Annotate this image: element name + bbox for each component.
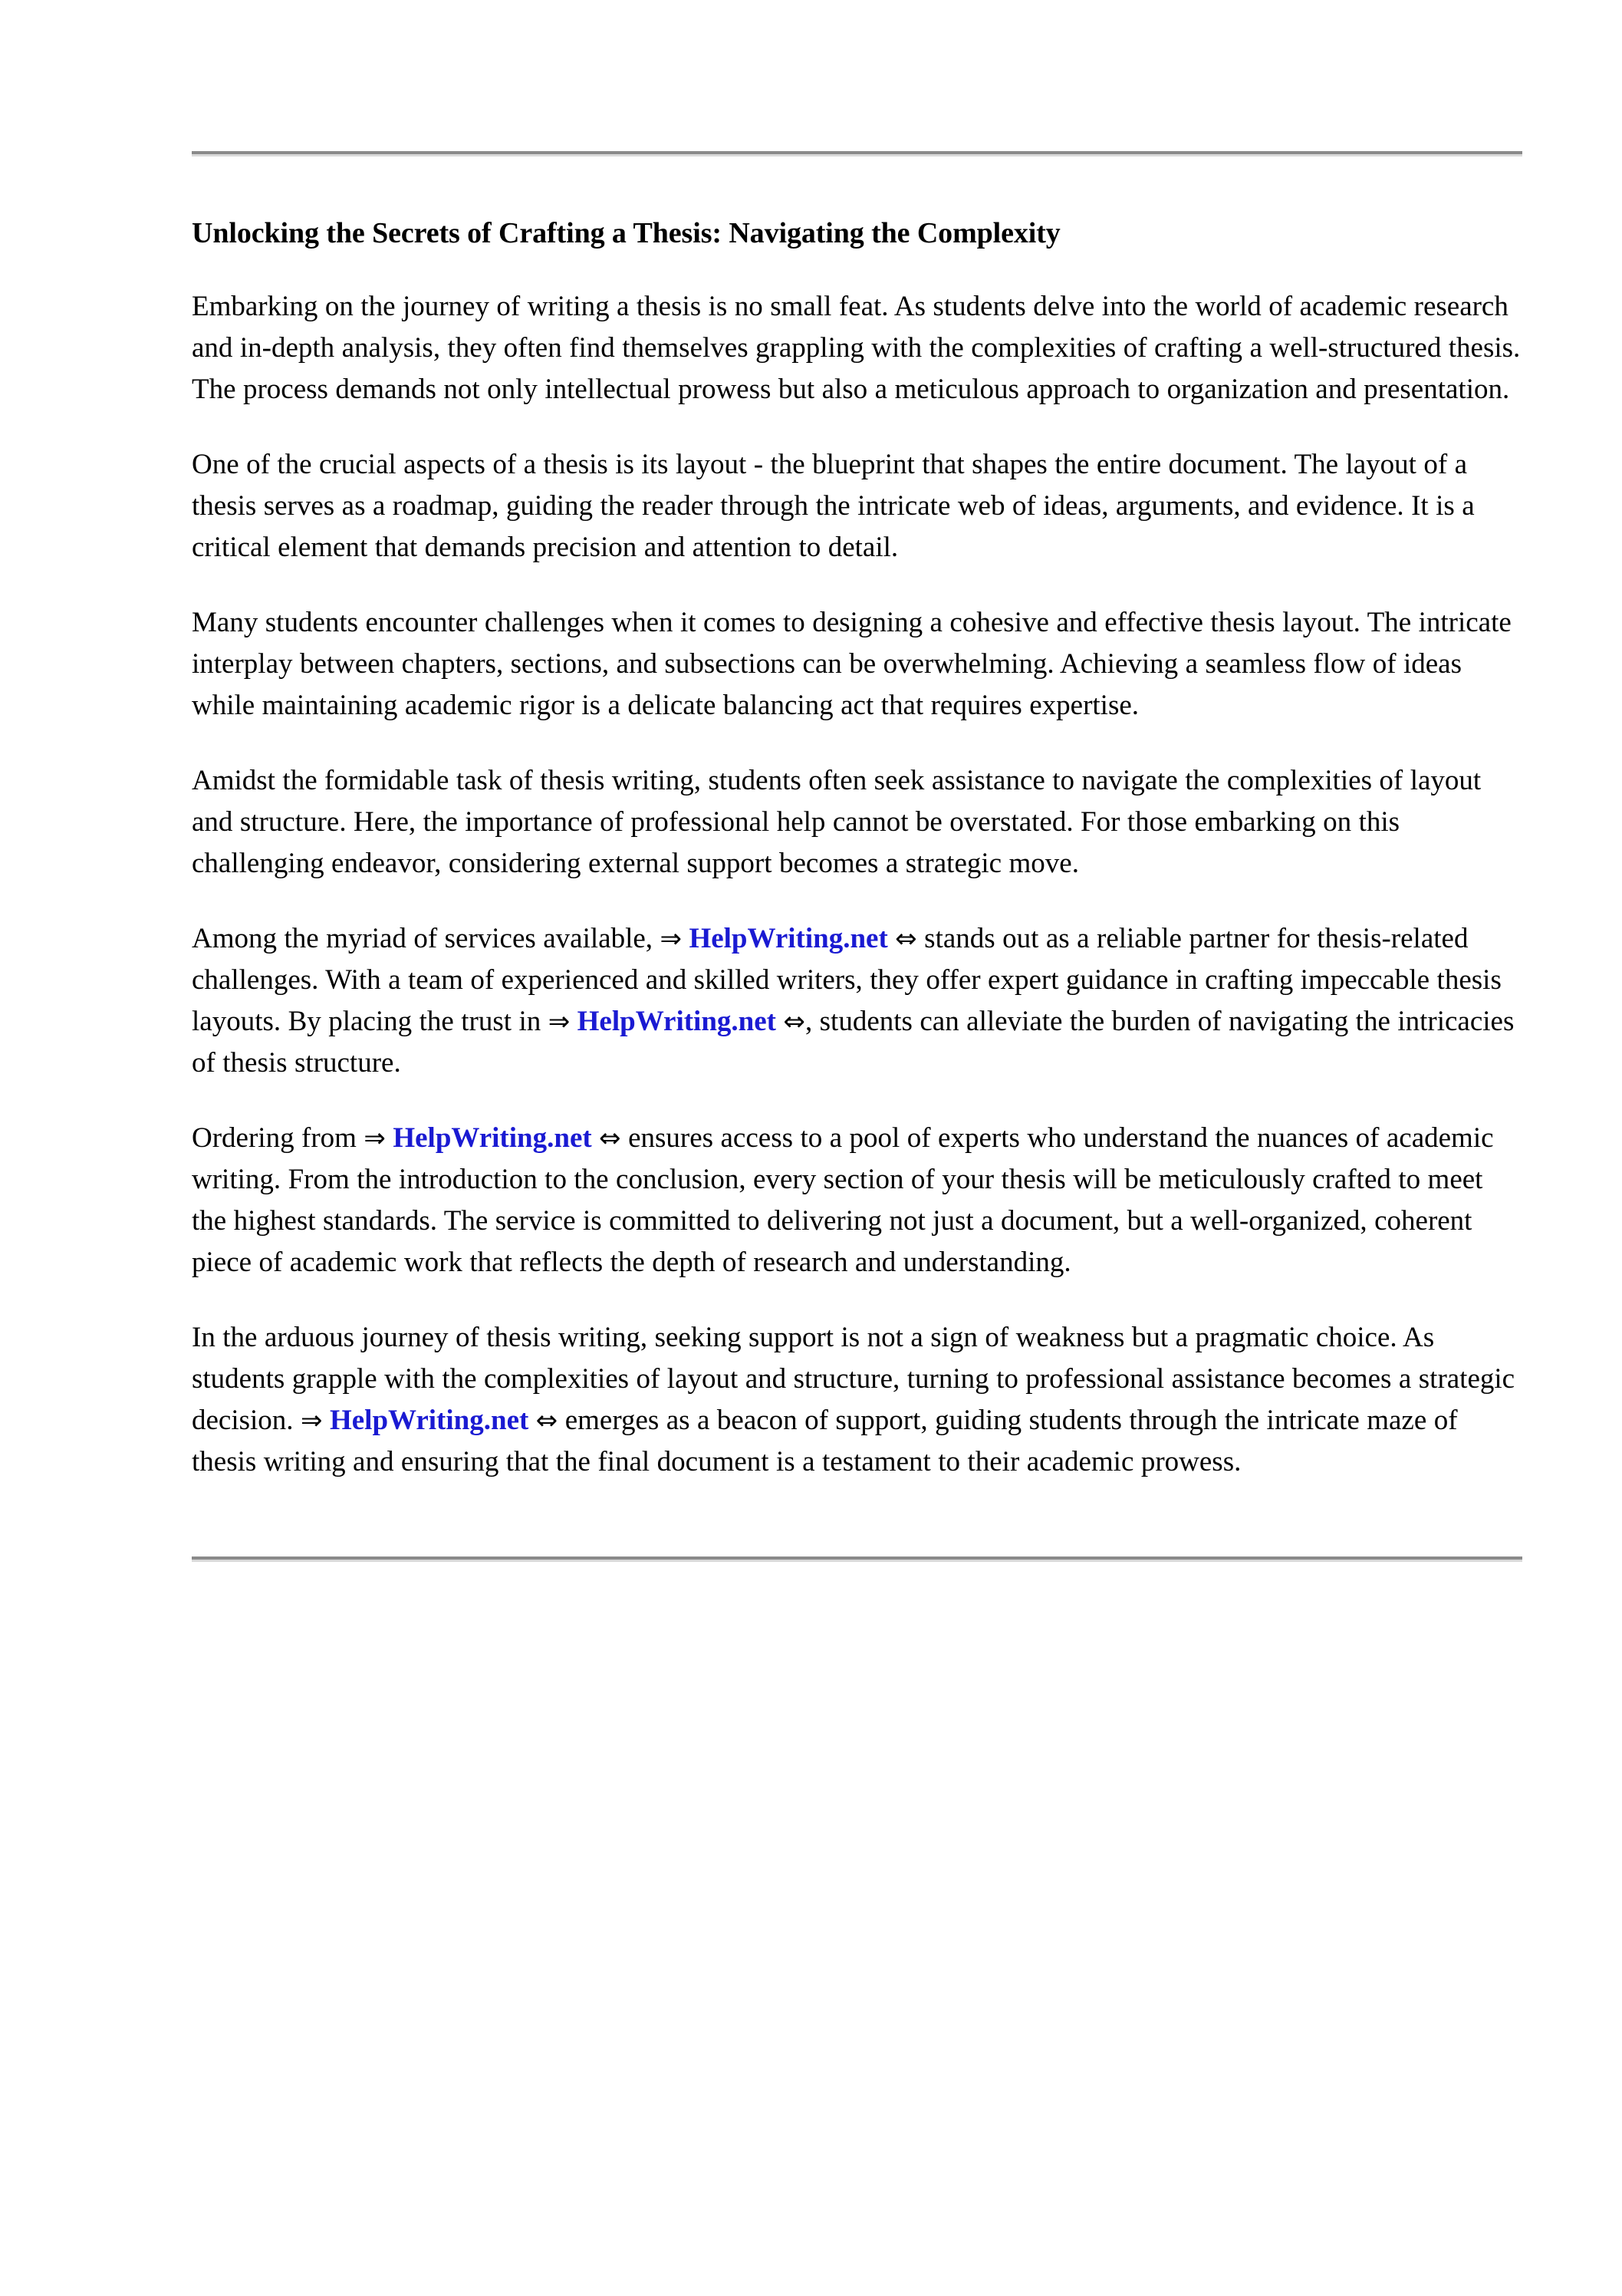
paragraph-3-text: Many students encounter challenges when it comes to designing a cohesive and effective thesis layout. The intricate interplay between chapters, sections, and subsections can be overwhelming. Achieving a seamless flow of ideas while maintaining academic rigor is a delicate balancing act that requires expertise. <box>192 606 1512 721</box>
left-right-double-arrow-icon: ⇔ <box>783 1006 805 1037</box>
helpwriting-link-4[interactable]: HelpWriting.net <box>329 1404 529 1436</box>
top-horizontal-rule <box>192 151 1522 156</box>
rightwards-double-arrow-icon: ⇒ <box>548 1006 571 1037</box>
paragraph-5-text-c: , students can alleviate the burden of navigating the intricacies of thesis structure. <box>192 1005 1515 1079</box>
helpwriting-link-group-3[interactable] <box>364 1122 620 1154</box>
paragraph-7-text-b: emerges as a beacon of support, guiding students through the intricate maze of thesis writing and ensuring that the final document is a testament to their academic prowess. <box>192 1404 1458 1477</box>
paragraph-5-text-b: stands out as a reliable partner for thesis-related challenges. With a team of experienced and skilled writers, they offer expert guidance in crafting impeccable thesis layouts. By placing the trust in <box>192 922 1502 1037</box>
rightwards-double-arrow-icon: ⇒ <box>660 923 682 954</box>
paragraph-4 <box>192 760 1522 884</box>
paragraph-1-text: Embarking on the journey of writing a thesis is no small feat. As students delve into the world of academic research and in-depth analysis, they often find themselves grappling with the complexities of crafting a well-structured thesis. The process demands not only intellectual prowess but also a meticulous approach to organization and presentation. <box>192 290 1521 405</box>
page-title: Unlocking the Secrets of Crafting a Thesis: Navigating the Complexity <box>192 217 1061 249</box>
paragraph-6-text-a: Ordering from <box>192 1122 364 1154</box>
left-right-double-arrow-icon: ⇔ <box>895 923 917 954</box>
paragraph-3 <box>192 602 1522 726</box>
paragraph-5-text-a: Among the myriad of services available, <box>192 922 660 954</box>
paragraph-1 <box>192 286 1522 410</box>
left-right-double-arrow-icon: ⇔ <box>599 1122 621 1154</box>
paragraph-2 <box>192 444 1522 568</box>
document-body <box>192 0 1522 1562</box>
paragraph-4-text: Amidst the formidable task of thesis writing, students often seek assistance to navigate the complexities of layout and structure. Here, the importance of professional help cannot be overstated. For those embarking on this challenging endeavor, considering external support becomes a strategic move. <box>192 764 1482 879</box>
paragraph-6-text-b: ensures access to a pool of experts who understand the nuances of academic writing. From the introduction to the conclusion, every section of your thesis will be meticulously crafted to meet the highest standards. The service is committed to delivering not just a document, but a well-organized, coherent piece of academic work that reflects the depth of research and understanding. <box>192 1122 1494 1278</box>
paragraph-2-text: One of the crucial aspects of a thesis is its layout - the blueprint that shapes the entire document. The layout of a thesis serves as a roadmap, guiding the reader through the intricate web of ideas, arguments, and evidence. It is a critical element that demands precision and attention to detail. <box>192 448 1475 563</box>
rightwards-double-arrow-icon: ⇒ <box>364 1122 386 1154</box>
left-right-double-arrow-icon: ⇔ <box>535 1405 558 1436</box>
helpwriting-link-1[interactable]: HelpWriting.net <box>689 922 888 954</box>
helpwriting-link-3[interactable]: HelpWriting.net <box>393 1122 592 1154</box>
helpwriting-link-2[interactable]: HelpWriting.net <box>577 1005 776 1037</box>
helpwriting-link-group-4[interactable] <box>301 1405 558 1436</box>
paragraph-6 <box>192 1118 1522 1283</box>
helpwriting-link-group-1[interactable] <box>660 923 916 954</box>
helpwriting-link-group-2[interactable] <box>548 1006 805 1037</box>
paragraph-5 <box>192 918 1522 1084</box>
paragraph-7 <box>192 1317 1522 1483</box>
bottom-horizontal-rule <box>192 1556 1522 1562</box>
paragraph-7-text-a: In the arduous journey of thesis writing, seeking support is not a sign of weakness but a pragmatic choice. As students grapple with the complexities of layout and structure, turning to professional assistance becomes a strategic decision. <box>192 1321 1515 1436</box>
rightwards-double-arrow-icon: ⇒ <box>301 1405 323 1436</box>
